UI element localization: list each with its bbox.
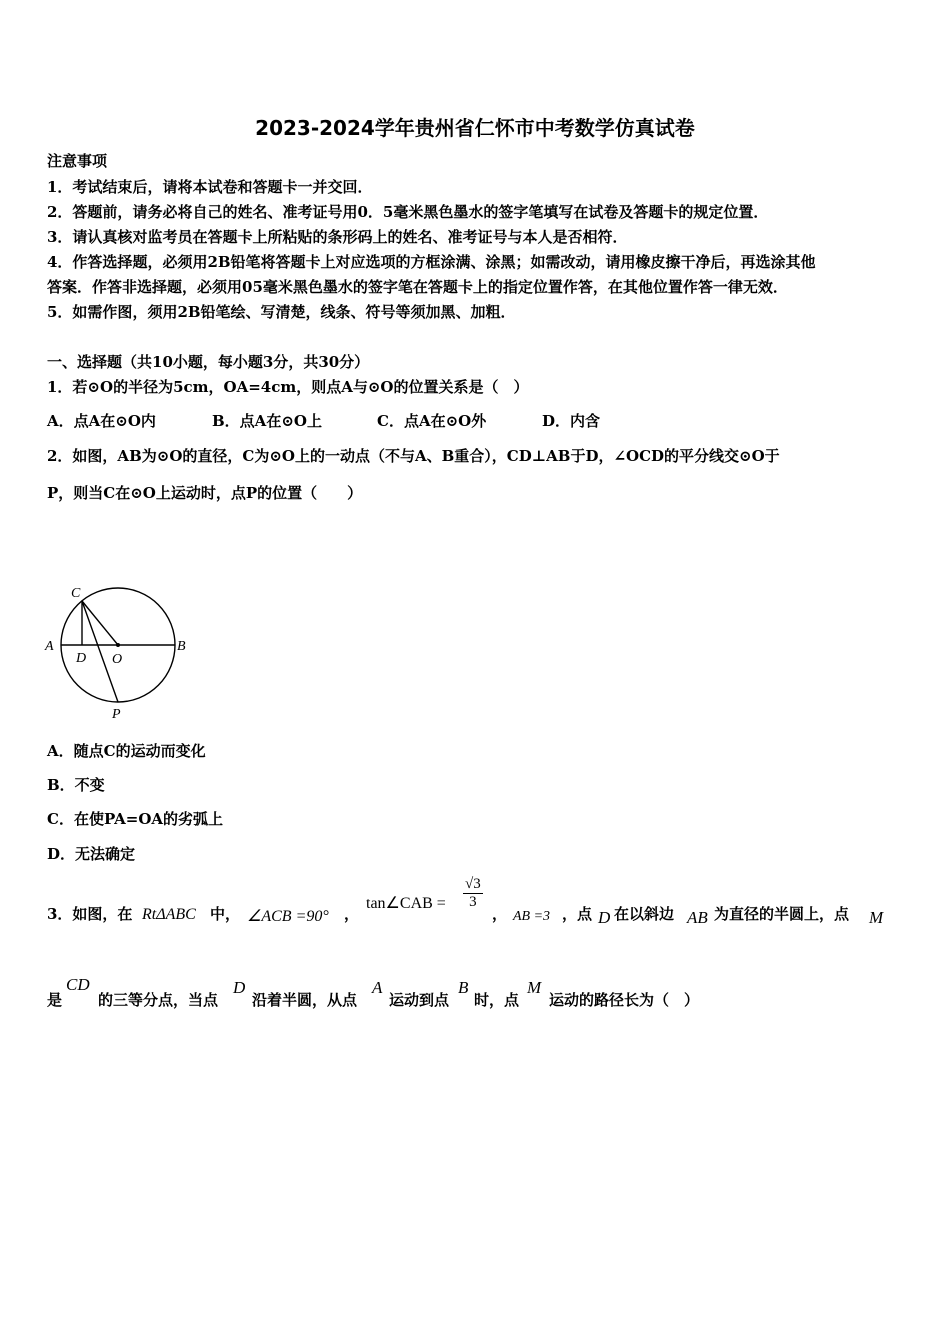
math-fraction — [463, 876, 483, 911]
question-1-option-b: B．点A在⊙O上 — [212, 412, 322, 430]
question-3-text: 沿着半圆，从点 — [252, 991, 358, 1009]
math-ab-equals: AB =3 — [513, 909, 551, 924]
question-1-option-c: C．点A在⊙O外 — [377, 412, 487, 430]
math-point-d: D — [598, 908, 611, 927]
question-1-option-a: A．点A在⊙O内 — [47, 412, 156, 430]
question-3-text: 时，点 — [474, 991, 520, 1009]
question-2-line-2: P，则当C在⊙O上运动时，点P的位置（ ） — [47, 484, 363, 502]
math-point-m: M — [527, 978, 542, 997]
notice-item: 5．如需作图，须用2B铅笔绘、写清楚，线条、符号等须加黑、加粗． — [47, 303, 516, 321]
label-p: P — [112, 707, 121, 722]
math-point-a: A — [372, 978, 383, 997]
question-1-stem: 1．若⊙O的半径为5cm，OA=4cm，则点A与⊙O的位置关系是（ ） — [47, 378, 529, 396]
notice-item: 答案．作答非选择题，必须用05毫米黑色墨水的签字笔在答题卡上的指定位置作答，在其他位置作答一律无效． — [47, 278, 788, 296]
notice-heading: 注意事项 — [47, 152, 108, 170]
label-a: A — [45, 639, 54, 654]
label-o: O — [112, 652, 123, 667]
section-heading: 一、选择题（共10小题，每小题3分，共30分） — [47, 353, 370, 371]
question-3-text: 为直径的半圆上，点 — [714, 905, 850, 923]
question-2-figure — [40, 580, 200, 725]
question-3-text: ，点 — [562, 905, 593, 923]
notice-item: 2．答题前，请务必将自己的姓名、准考证号用0．5毫米黑色墨水的签字笔填写在试卷及答题卡的规定位置． — [47, 203, 769, 221]
math-tan-cab: tan∠CAB = — [366, 895, 446, 912]
page-title: 2023-2024学年贵州省仁怀市中考数学仿真试卷 — [255, 116, 695, 140]
question-3-text: 运动的路径长为（ ） — [549, 991, 700, 1009]
math-ab: AB — [687, 908, 708, 927]
question-3-text: 中， — [210, 905, 241, 923]
question-2-option-a: A．随点C的运动而变化 — [47, 742, 206, 760]
label-b: B — [177, 639, 186, 654]
question-3-text: ， — [344, 905, 360, 923]
notice-item: 3．请认真核对监考员在答题卡上所粘贴的条形码上的姓名、准考证号与本人是否相符． — [47, 228, 628, 246]
question-2-option-d: D．无法确定 — [47, 845, 136, 863]
center-point — [116, 643, 120, 647]
question-3-text: 运动到点 — [389, 991, 450, 1009]
label-c: C — [71, 586, 81, 601]
question-3-text: 是 — [47, 991, 63, 1009]
fraction-denominator: 3 — [469, 894, 477, 910]
math-rt-triangle: RtΔABC — [142, 906, 196, 923]
label-d: D — [76, 651, 87, 666]
question-3-text: 3．如图，在 — [47, 905, 133, 923]
question-2-option-b: B．不变 — [47, 776, 105, 794]
question-2-line-1: 2．如图，AB为⊙O的直径，C为⊙O上的一动点（不与A、B重合），CD⊥AB于D，∠OCD的平分线交⊙O于 — [47, 447, 780, 465]
notice-item: 1．考试结束后，请将本试卷和答题卡一并交回． — [47, 178, 373, 196]
fraction-numerator: √3 — [465, 876, 481, 892]
question-1-option-d: D．内含 — [542, 412, 601, 430]
math-point-m: M — [869, 908, 884, 927]
math-cd: CD — [66, 975, 90, 994]
math-point-d: D — [233, 978, 246, 997]
question-3-text: 的三等分点，当点 — [98, 991, 219, 1009]
math-angle-acb: ∠ACB =90° — [247, 908, 329, 925]
segment-co — [82, 601, 118, 645]
question-3-text: ， — [492, 905, 508, 923]
notice-item: 4．作答选择题，必须用2B铅笔将答题卡上对应选项的方框涂满、涂黑；如需改动，请用橡皮擦干净后，再选涂其他 — [47, 253, 816, 271]
question-2-option-c: C．在使PA=OA的劣弧上 — [47, 810, 224, 828]
question-3-text: 在以斜边 — [614, 905, 675, 923]
math-point-b: B — [458, 978, 469, 997]
